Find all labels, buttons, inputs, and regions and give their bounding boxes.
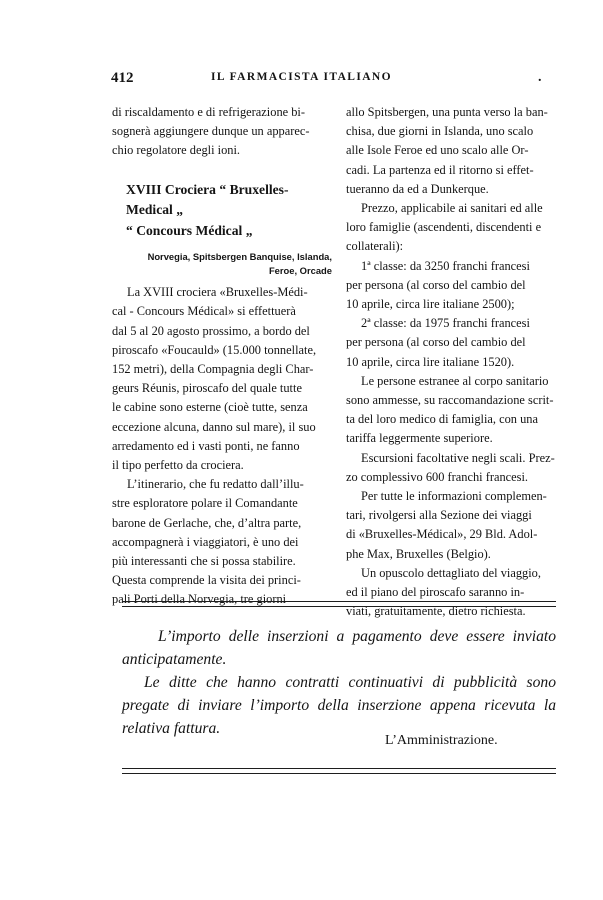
first-class-paragraph: 1ª classe: da 3250 franchi francesi per persona (al corso del cambio del 10 aprile, circa lire italiane 2500);: [346, 258, 530, 312]
cruise-paragraph-2: L’itinerario, che fu redatto dall’illu- stre esploratore polare il Comandante barone de Gerlache, che, d’altra parte, accompagnerà i viaggiatori, è uno dei più interessanti che si possa stabilire. Questa comprende la visita dei princi- pali Porti della Norvegia, tre giorni: [112, 477, 304, 607]
bottom-rule-2: [122, 773, 556, 774]
notice-line-1: L’importo delle inserzioni a pagamento deve essere inviato anticipatamente.: [122, 628, 556, 668]
left-column: [112, 103, 332, 610]
signature: L’Amministrazione.: [385, 733, 498, 748]
bottom-rule-1: [122, 768, 556, 769]
right-continuation-paragraph: allo Spitsbergen, una punta verso la ban- chisa, due giorni in Islanda, uno scalo alle Isole Feroe ed uno scalo alle Or- cadi. La partenza ed il ritorno si effet- tueranno da ed a Dunkerque.: [346, 105, 548, 196]
price-paragraph: Prezzo, applicabile ai sanitari ed alle loro famiglie (ascendenti, discendenti e collaterali):: [346, 201, 543, 254]
cruise-paragraph-1: La XVIII crociera «Bruxelles-Médi- cal - Concours Médical» si effettuerà dal 5 al 20 agosto prossimo, a bordo del piroscafo «Foucauld» (15.000 tonnellate, 152 metri), della Compagnia degli Char- geurs Réunis, piroscafo del quale tutte le cabine sono esterne (cioè tutte, senza eccezione alcuna, danno sul mare), il suo arredamento ed i vasti ponti, ne fanno il tipo perfetto da crociera.: [112, 285, 317, 472]
payment-notice: [122, 625, 556, 740]
section-heading: XVIII Crociera “ Bruxelles-Medical „ “ Concours Médical „: [126, 181, 289, 238]
page-number: 412: [111, 70, 134, 86]
information-paragraph: Per tutte le informazioni complemen- tari, rivolgersi alla Sezione dei viaggi di «Bruxelles-Médical», 29 Bld. Adol- phe Max, Bruxelles (Belgio).: [346, 489, 547, 561]
top-rule-1: [122, 601, 556, 602]
running-title: IL FARMACISTA ITALIANO: [211, 71, 392, 83]
second-class-paragraph: 2ª classe: da 1975 franchi francesi per persona (al corso del cambio del 10 aprile, circa lire italiane 1520).: [346, 316, 530, 369]
notice-line-2: Le ditte che hanno contratti continuativi di pubblicità sono pregate di inviare l’importo della inserzione appena ricevuta la relativa fattura.: [122, 674, 556, 737]
excursions-paragraph: Escursioni facoltative negli scali. Prez- zo complessivo 600 franchi francesi.: [346, 450, 555, 484]
section-subheading: Norvegia, Spitsbergen Banquise, Islanda, Feroe, Orcade: [147, 251, 332, 277]
booklet-paragraph: Un opuscolo dettagliato del viaggio, ed il piano del piroscafo saranno in- viati, gratuitamente, dietro richiesta.: [346, 565, 541, 619]
top-rule-2: [122, 606, 556, 607]
left-continuation-paragraph: di riscaldamento e di refrigerazione bi- sognerà aggiungere dunque un apparec- chio regolatore degli ioni.: [112, 105, 310, 158]
non-medical-paragraph: Le persone estranee al corpo sanitario sono ammesse, su raccomandazione scrit- ta del loro medico di famiglia, con una tariffa leggermente superiore.: [346, 373, 554, 446]
header-mark: .: [538, 70, 542, 85]
right-column: [346, 103, 557, 621]
